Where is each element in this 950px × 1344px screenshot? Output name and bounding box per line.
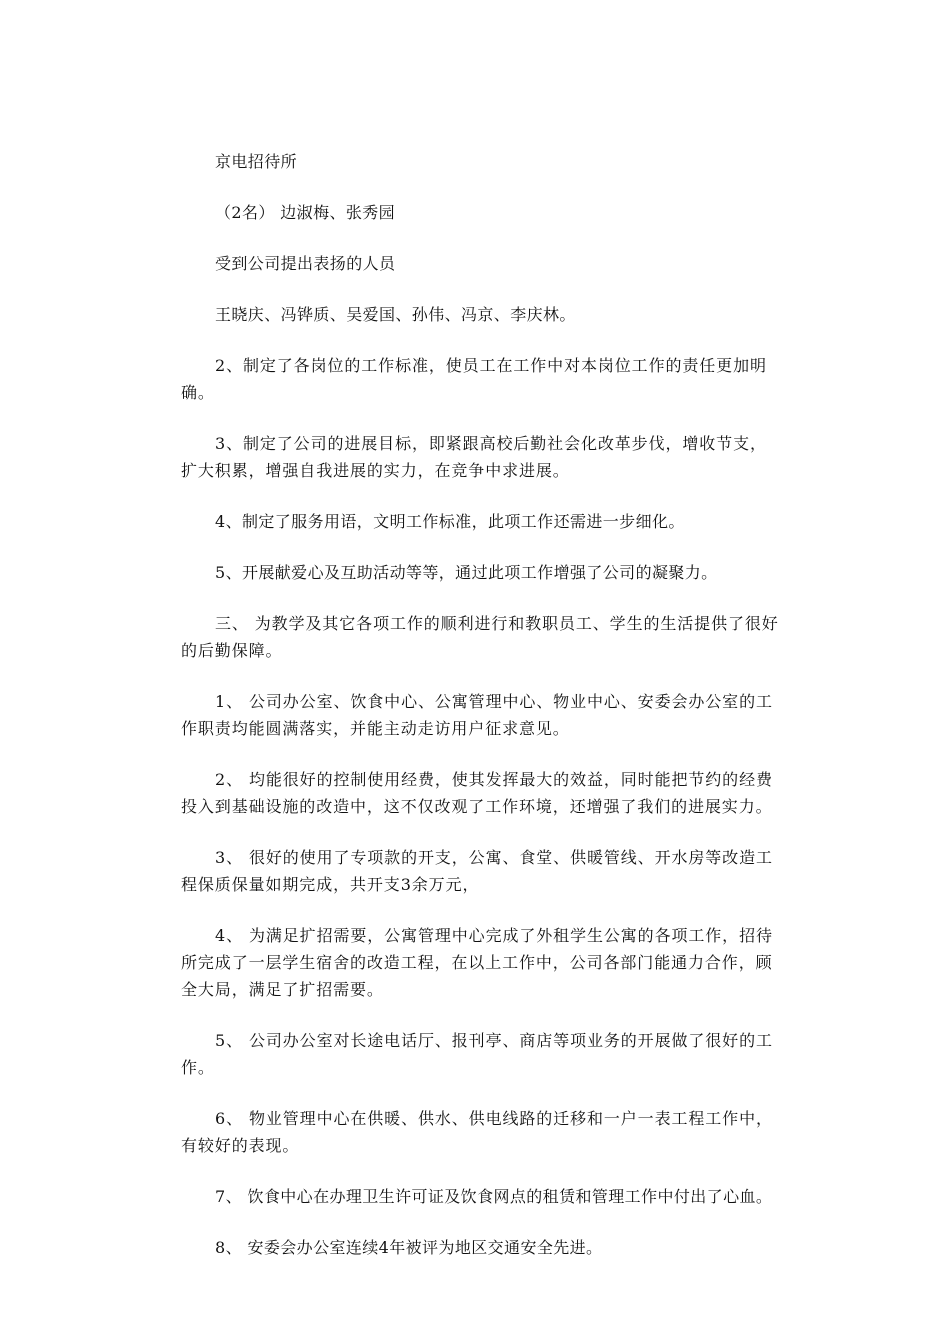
paragraph-section-heading: 京电招待所 bbox=[215, 152, 298, 171]
paragraph-item: 1、 公司办公室、饮食中心、公寓管理中心、物业中心、安委会办公室的工作职责均能圆满落实，并能主动走访用户征求意见。 bbox=[181, 692, 773, 738]
paragraph-item: 3、 很好的使用了专项款的开支，公寓、食堂、供暖管线、开水房等改造工程保质保量如期完成，共开支3余万元， bbox=[181, 848, 773, 894]
paragraph-item: 2、 均能很好的控制使用经费，使其发挥最大的效益，同时能把节约的经费投入到基础设施的改造中，这不仅改观了工作环境，还增强了我们的进展实力。 bbox=[181, 770, 773, 816]
paragraph-commendation-heading: 受到公司提出表扬的人员 bbox=[215, 254, 396, 273]
paragraph-item: 3、制定了公司的进展目标，即紧跟高校后勤社会化改革步伐，增收节支，扩大积累，增强自我进展的实力，在竞争中求进展。 bbox=[181, 434, 767, 480]
paragraph-item: 6、 物业管理中心在供暖、供水、供电线路的迁移和一户一表工程工作中，有较好的表现。 bbox=[181, 1109, 773, 1155]
paragraph-section-three: 三、 为教学及其它各项工作的顺利进行和教职员工、学生的生活提供了很好的后勤保障。 bbox=[181, 614, 779, 660]
paragraph-staff-names: （2名） 边淑梅、张秀园 bbox=[215, 203, 396, 222]
paragraph-item: 2、制定了各岗位的工作标准，使员工在工作中对本岗位工作的责任更加明确。 bbox=[181, 356, 767, 402]
paragraph-item: 4、制定了服务用语，文明工作标准，此项工作还需进一步细化。 bbox=[215, 512, 685, 531]
paragraph-item: 7、 饮食中心在办理卫生许可证及饮食网点的租赁和管理工作中付出了心血。 bbox=[215, 1187, 773, 1206]
paragraph-item: 4、 为满足扩招需要，公寓管理中心完成了外租学生公寓的各项工作，招待所完成了一层学生宿舍的改造工程，在以上工作中，公司各部门能通力合作，顾全大局，满足了扩招需要。 bbox=[181, 926, 773, 999]
paragraph-commended-names: 王晓庆、冯铧质、吴爱国、孙伟、冯京、李庆林。 bbox=[215, 305, 576, 324]
paragraph-item: 8、 安委会办公室连续4年被评为地区交通安全先进。 bbox=[215, 1238, 603, 1257]
document-body bbox=[181, 148, 781, 1261]
paragraph-item: 5、 公司办公室对长途电话厅、报刊亭、商店等项业务的开展做了很好的工作。 bbox=[181, 1031, 773, 1077]
paragraph-item: 5、开展献爱心及互助活动等等，通过此项工作增强了公司的凝聚力。 bbox=[215, 563, 718, 582]
